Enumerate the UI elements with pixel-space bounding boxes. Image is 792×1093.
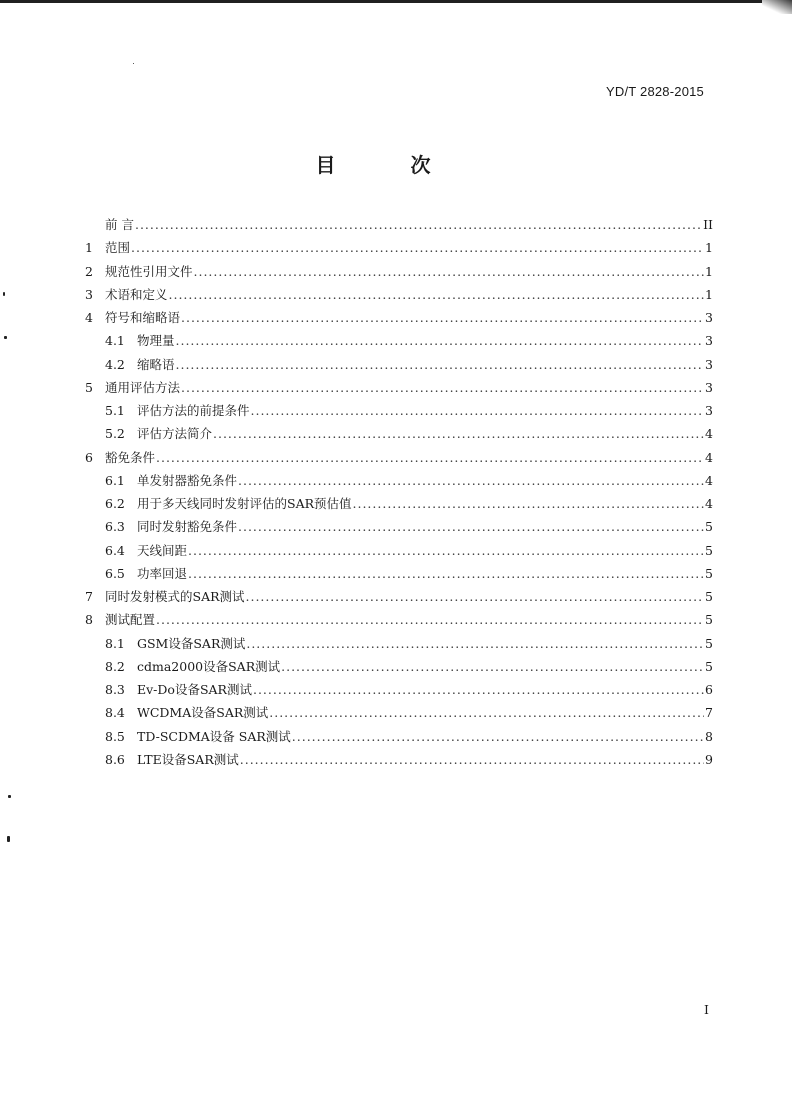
toc-entry-number: 6.5 (105, 565, 125, 581)
scan-speck (133, 63, 134, 64)
toc-entry-number: 8.3 (105, 682, 125, 697)
toc-entry-label: 评估方法简介 (137, 426, 213, 442)
toc-entry-label: WCDMA设备SAR测试 (137, 705, 269, 721)
toc-dot-leader (213, 426, 704, 441)
toc-entry[interactable] (85, 494, 713, 517)
toc-entry-label: 范围 (105, 240, 131, 256)
toc-entry[interactable] (85, 424, 713, 447)
toc-entry-number: 8.5 (105, 728, 125, 744)
toc-entry-label: 缩略语 (137, 356, 175, 372)
toc-entry-page: 3 (705, 310, 713, 325)
toc-entry[interactable] (85, 727, 713, 750)
toc-dot-leader (238, 519, 704, 534)
scan-speck (4, 336, 7, 339)
toc-entry-number: 5 (85, 379, 93, 395)
toc-entry-number: 7 (85, 589, 93, 604)
toc-entry[interactable] (85, 448, 713, 471)
toc-dot-leader (176, 333, 704, 348)
toc-entry-page: 5 (705, 635, 713, 651)
toc-entry-number: 6.3 (105, 519, 125, 535)
toc-dot-leader (135, 217, 702, 232)
toc-entry-page: 1 (705, 286, 713, 302)
toc-entry-label: 通用评估方法 (105, 379, 181, 395)
toc-entry-page: 1 (705, 240, 713, 256)
toc-entry-number: 8.4 (105, 705, 125, 721)
toc-entry[interactable] (85, 610, 713, 633)
toc-entry-page: 8 (705, 728, 713, 744)
standard-number: YD/T 2828-2015 (606, 84, 704, 99)
toc-entry-number: 5.1 (105, 403, 125, 418)
toc-entry-label: 同时发射模式的SAR测试 (105, 589, 245, 604)
toc-dot-leader (281, 659, 704, 674)
toc-entry-label: cdma2000设备SAR测试 (137, 658, 281, 674)
toc-entry-page: 5 (705, 612, 713, 628)
toc-entry-page: 9 (705, 751, 713, 767)
toc-entry[interactable] (85, 331, 713, 354)
toc-entry-label: 物理量 (137, 333, 175, 349)
toc-dot-leader (246, 636, 704, 651)
toc-entry[interactable] (85, 262, 713, 285)
toc-entry-page: 7 (705, 705, 713, 721)
toc-entry-label: Ev-Do设备SAR测试 (137, 682, 252, 697)
toc-entry-label: 符号和缩略语 (105, 310, 181, 325)
toc-entry-page: 5 (705, 542, 713, 558)
toc-dot-leader (240, 752, 704, 767)
toc-entry[interactable] (85, 680, 713, 703)
scan-edge-top (0, 0, 792, 3)
toc-entry[interactable] (85, 308, 713, 331)
toc-entry-label: 前 言 (105, 217, 134, 232)
toc-entry[interactable] (85, 378, 713, 401)
toc-entry[interactable] (85, 215, 713, 238)
toc-entry-label: 单发射器豁免条件 (137, 472, 238, 488)
toc-entry-page: 4 (705, 472, 713, 488)
toc-entry-label: 功率回退 (137, 565, 188, 581)
toc-entry-number: 4.1 (105, 333, 125, 349)
toc-entry-page: 6 (705, 682, 713, 697)
toc-entry[interactable] (85, 471, 713, 494)
toc-entry-number: 5.2 (105, 426, 125, 442)
toc-entry-label: 规范性引用文件 (105, 263, 193, 279)
toc-entry-number: 4 (85, 310, 93, 325)
toc-dot-leader (251, 403, 704, 418)
page-title: 目 次 (315, 153, 465, 177)
scan-speck (8, 795, 11, 798)
scan-speck (3, 292, 5, 296)
toc-dot-leader (269, 705, 704, 720)
toc-entry-label: 测试配置 (105, 612, 156, 628)
page-number: I (704, 1002, 709, 1017)
toc-entry-label: TD-SCDMA设备 SAR测试 (137, 728, 291, 744)
toc-entry-number: 3 (85, 286, 93, 302)
toc-entry-page: 5 (705, 658, 713, 674)
toc-dot-leader (188, 543, 704, 558)
toc-entry-page: 4 (705, 426, 713, 442)
toc-entry-label: GSM设备SAR测试 (137, 635, 246, 651)
toc-entry[interactable] (85, 541, 713, 564)
toc-entry-number: 8.1 (105, 635, 125, 651)
toc-dot-leader (181, 380, 704, 395)
toc-entry-label: 豁免条件 (105, 449, 156, 465)
toc-entry-label: 评估方法的前提条件 (137, 403, 250, 418)
scan-speck (7, 836, 10, 842)
toc-entry[interactable] (85, 285, 713, 308)
table-of-contents (85, 215, 713, 773)
toc-entry-number: 2 (85, 263, 93, 279)
toc-entry[interactable] (85, 750, 713, 773)
toc-entry[interactable] (85, 657, 713, 680)
toc-entry-number: 6.4 (105, 542, 125, 558)
toc-entry-number: 8 (85, 612, 93, 628)
toc-dot-leader (181, 310, 704, 325)
toc-dot-leader (156, 612, 704, 627)
toc-dot-leader (292, 729, 704, 744)
toc-dot-leader (238, 473, 704, 488)
toc-entry-page: 3 (705, 333, 713, 349)
toc-entry-number: 8.2 (105, 658, 125, 674)
toc-entry-number: 1 (85, 240, 93, 256)
toc-entry-page: 4 (705, 496, 713, 511)
toc-entry-page: 1 (705, 263, 713, 279)
toc-entry[interactable] (85, 401, 713, 424)
scan-edge-corner (762, 0, 792, 14)
toc-entry-page: 5 (705, 565, 713, 581)
toc-dot-leader (353, 496, 704, 511)
toc-entry-label: 同时发射豁免条件 (137, 519, 238, 535)
toc-entry-label: 用于多天线同时发射评估的SAR预估值 (137, 496, 352, 511)
toc-entry-number: 6.1 (105, 472, 125, 488)
toc-entry-page: 3 (705, 356, 713, 372)
toc-entry-page: 4 (705, 449, 713, 465)
toc-dot-leader (246, 589, 704, 604)
toc-entry-number: 6.2 (105, 496, 125, 511)
toc-entry-page: 5 (705, 519, 713, 535)
toc-entry-page: 5 (705, 589, 713, 604)
toc-entry-number: 6 (85, 449, 93, 465)
toc-entry-label: LTE设备SAR测试 (137, 751, 239, 767)
toc-entry-number: 4.2 (105, 356, 125, 372)
toc-dot-leader (169, 287, 704, 302)
toc-dot-leader (131, 240, 704, 255)
toc-dot-leader (188, 566, 704, 581)
toc-entry-label: 术语和定义 (105, 286, 168, 302)
toc-entry[interactable] (85, 238, 713, 261)
toc-entry[interactable] (85, 634, 713, 657)
toc-dot-leader (156, 450, 704, 465)
toc-dot-leader (194, 264, 704, 279)
toc-entry[interactable] (85, 355, 713, 378)
toc-entry-page: II (703, 217, 713, 232)
toc-dot-leader (253, 682, 704, 697)
toc-entry[interactable] (85, 587, 713, 610)
toc-entry-page: 3 (705, 403, 713, 418)
toc-dot-leader (176, 357, 704, 372)
toc-entry-number: 8.6 (105, 751, 125, 767)
toc-entry[interactable] (85, 564, 713, 587)
toc-entry[interactable] (85, 517, 713, 540)
toc-entry-label: 天线间距 (137, 542, 188, 558)
toc-entry-page: 3 (705, 379, 713, 395)
toc-entry[interactable] (85, 703, 713, 726)
